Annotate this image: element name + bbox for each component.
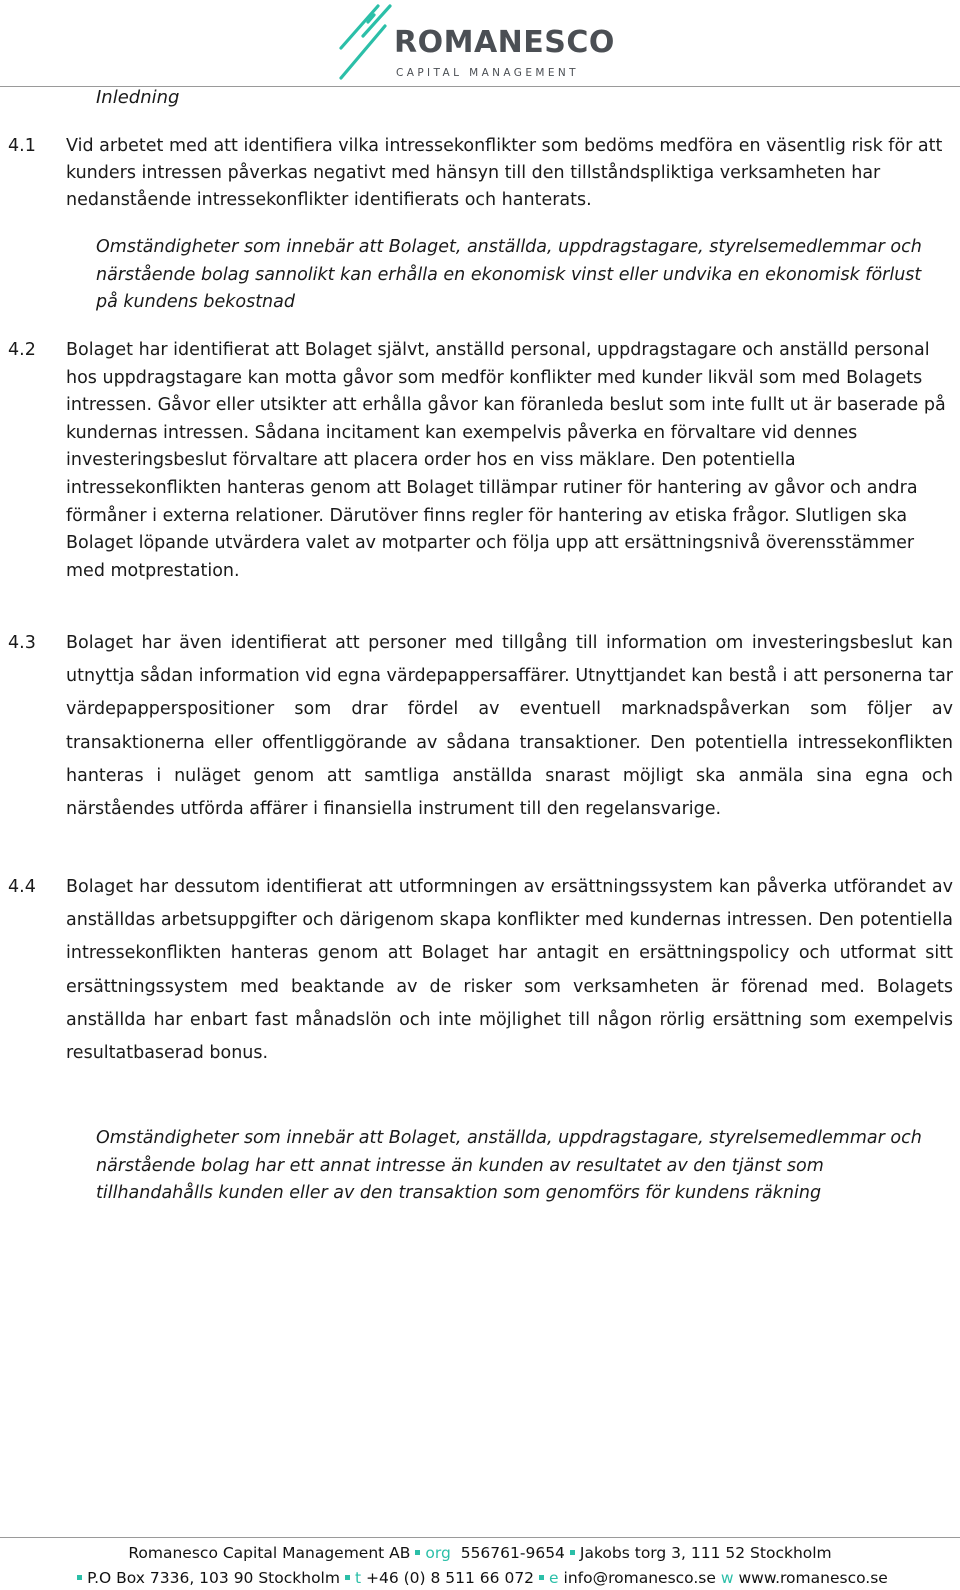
footer-web-link[interactable]: www.romanesco.se [738,1569,888,1587]
logo-wordmark: ROMANESCO [394,25,615,60]
footer-org-number: 556761-9654 [460,1544,565,1562]
bullet-square-icon [345,1575,350,1580]
logo-tagline: CAPITAL MANAGEMENT [396,67,579,79]
footer-line-1 [0,1543,960,1563]
section-number: 4.4 [8,877,36,897]
footer-email-label: e [549,1569,559,1587]
footer-divider [0,1537,960,1538]
footer-visit-address: Jakobs torg 3, 111 52 Stockholm [579,1544,832,1562]
footer-line-2 [0,1568,960,1588]
bullet-square-icon [570,1550,575,1555]
footer-postal-address: P.O Box 7336, 103 90 Stockholm [87,1569,340,1587]
italic-subheading-1: Omständigheter som innebär att Bolaget, anställda, uppdragstagare, styrelsemedlemmar och närstående bolag sannolikt kan erhålla en ekonomisk vinst eller undvika en ekonomisk förlust på kundens bekostnad [96,237,922,312]
footer-phone-label: t [354,1569,362,1587]
bullet-square-icon [77,1575,82,1580]
section-text: Vid arbetet med att identifiera vilka intressekonflikter som bedöms medföra en väsentlig risk för att kunders intressen påverkas negativt med hänsyn till den tillståndspliktiga verksamheten har nedanstående intressekonflikter identifierats och hanterats. [66,136,943,210]
company-logo [338,2,628,84]
bullet-square-icon [415,1550,420,1555]
bullet-square-icon [539,1575,544,1580]
footer-email-link[interactable]: info@romanesco.se [563,1569,716,1587]
intro-heading: Inledning [96,87,180,108]
section-text: Bolaget har identifierat att Bolaget självt, anställd personal, uppdragstagare och anställd personal hos uppdragstagare kan motta gåvor som medför konflikter med kunder likväl som med Bolagets intressen. Gåvor eller utsikter att erhålla gåvor kan föranleda beslut som inte fullt ut är baserade på kundernas intressen. Sådana incitament kan exempelvis påverka en förvaltare vid dennes investeringsbeslut förvaltare att placera order hos en viss mäklare. Den potentiella intressekonflikten hanteras genom att Bolaget tillämpar rutiner för hantering av gåvor och andra förmåner i externa relationer. Därutöver finns regler för hantering av etiska frågor. Slutligen ska Bolaget löpande utvärdera valet av motparter och följa upp att ersättningsnivå överensstämmer med motprestation. [66,340,946,581]
italic-subheading-2: Omständigheter som innebär att Bolaget, anställda, uppdragstagare, styrelsemedlemmar och närstående bolag har ett annat intresse än kunden av resultatet av den tjänst som tillhandahålls kunden eller av den transaktion som genomförs för kundens räkning [96,1128,922,1203]
section-number: 4.2 [8,340,36,360]
footer-phone: +46 (0) 8 511 66 072 [365,1569,535,1587]
logo-mark-icon [338,2,398,84]
footer-web-label: w [720,1569,734,1587]
section-number: 4.3 [8,633,36,653]
section-text: Bolaget har även identifierat att personer med tillgång till information om investeringsbeslut kan utnyttja sådan information vid egna värdepappersaffärer. Utnyttjandet kan bestå i att personerna tar värdepapperspositioner som drar fördel av eventuell marknadspåverkan som följer av transaktionerna eller offentliggörande av sådana transaktioner. Den potentiella intressekonflikten hanteras i nuläget genom att samtliga anställda snarast möjligt ska anmäla sina egna och närståendes utförda affärer i finansiella instrument till den regelansvarige. [66,633,953,820]
section-text: Bolaget har dessutom identifierat att utformningen av ersättningssystem kan påverka utförandet av anställdas arbetsuppgifter och därigenom skapa konflikter med kundernas intressen. Den potentiella intressekonflikten hanteras genom att Bolaget har antagit en ersättningspolicy och utformat sitt ersättningssystem med beaktande av de risker som verksamheten är förenad med. Bolagets anställda har enbart fast månadslön och inte möjlighet till någon rörlig ersättning som exempelvis resultatbaserad bonus. [66,877,953,1064]
section-number: 4.1 [8,136,36,156]
footer-company: Romanesco Capital Management AB [128,1544,411,1562]
footer-org-label: org [425,1544,451,1562]
